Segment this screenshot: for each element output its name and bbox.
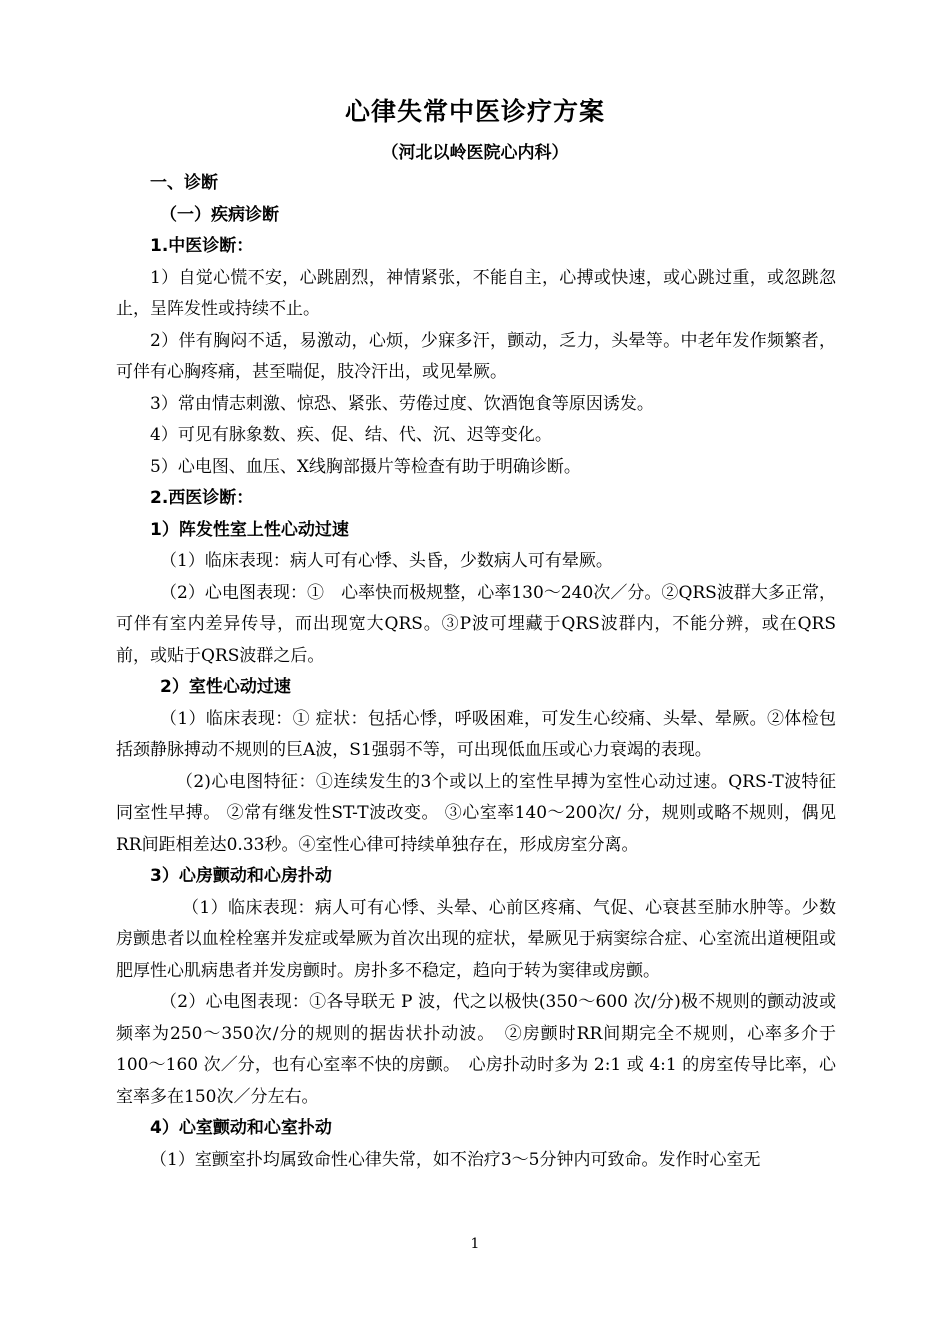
heading-vt: 2）室性心动过速 xyxy=(160,677,291,697)
page-title: 心律失常中医诊疗方案 xyxy=(344,97,605,126)
heading-tcm-diagnosis: 1.中医诊断： xyxy=(150,236,254,256)
section-heading-diagnosis: 一、诊断 xyxy=(150,173,218,193)
heading-vf: 4）心室颤动和心室扑动 xyxy=(150,1118,332,1138)
vt-ecg: （2)心电图特征：①连续发生的3个或以上的室性早搏为室性心动过速。QRS-T波特征同室性早搏。 ②常有继发性ST-T波改变。 ③心室率140～200次/ 分，规则或略不规则，偶见RR间距相差达0.33秒。④室性心律可持续单独存在，形成房室分离。 xyxy=(116,771,836,855)
tcm-item-4: 4）可见有脉象数、疾、促、结、代、沉、迟等变化。 xyxy=(150,425,552,445)
tcm-item-1: 1）自觉心慌不安，心跳剧烈，神情紧张，不能自主，心搏或快速，或心跳过重，或忽跳忽止，呈阵发性或持续不止。 xyxy=(116,267,836,319)
tcm-item-5: 5）心电图、血压、X线胸部摄片等检查有助于明确诊断。 xyxy=(150,456,581,477)
page-subtitle: （河北以岭医院心内科） xyxy=(381,143,569,163)
heading-psvt: 1）阵发性室上性心动过速 xyxy=(150,519,349,540)
psvt-ecg: （2）心电图表现：① 心率快而极规整，心率130～240次／分。②QRS波群大多正常，可伴有室内差异传导，而出现宽大QRS。③P波可埋藏于QRS波群内，不能分辨，或在QRS前，或贴于QRS波群之后。 xyxy=(116,582,836,666)
tcm-item-3: 3）常由情志刺激、惊恐、紧张、劳倦过度、饮酒饱食等原因诱发。 xyxy=(150,393,654,414)
document-body xyxy=(116,168,836,1176)
subsection-heading-disease-diagnosis: （一）疾病诊断 xyxy=(160,204,279,225)
vf-clinical: （1）室颤室扑均属致命性心律失常，如不治疗3～5分钟内可致命。发作时心室无 xyxy=(150,1149,761,1170)
psvt-clinical: （1）临床表现：病人可有心悸、头昏，少数病人可有晕厥。 xyxy=(160,551,613,571)
af-clinical: （1）临床表现：病人可有心悸、头晕、心前区疼痛、气促、心衰甚至肺水肿等。少数房颤患者以血栓栓塞并发症或晕厥为首次出现的症状，晕厥见于病窦综合症、心室流出道梗阻或肥厚性心肌病患者并发房颤时。房扑多不稳定，趋向于转为窦律或房颤。 xyxy=(116,897,836,981)
af-ecg: （2）心电图表现：①各导联无 P 波，代之以极快(350～600 次/分)极不规则的颤动波或频率为250～350次/分的规则的据齿状扑动波。 ②房颤时RR间期完全不规则，心率多介于 100～160 次／分，也有心室率不快的房颤。 心房扑动时多为 2:1 或 4:1 的房室传导比率，心室率多在150次／分左右。 xyxy=(116,992,836,1107)
page-number: 1 xyxy=(470,1236,480,1252)
tcm-item-2: 2）伴有胸闷不适，易激动，心烦，少寐多汗，颤动，乏力，头晕等。中老年发作频繁者，可伴有心胸疼痛，甚至喘促，肢冷汗出，或见晕厥。 xyxy=(116,330,836,382)
heading-af: 3）心房颤动和心房扑动 xyxy=(150,866,332,886)
vt-clinical: （1）临床表现：① 症状：包括心悸，呼吸困难，可发生心绞痛、头晕、晕厥。②体检包括颈静脉搏动不规则的巨A波，S1强弱不等，可出现低血压或心力衰竭的表现。 xyxy=(116,708,836,760)
heading-western-diagnosis: 2.西医诊断： xyxy=(150,488,254,508)
